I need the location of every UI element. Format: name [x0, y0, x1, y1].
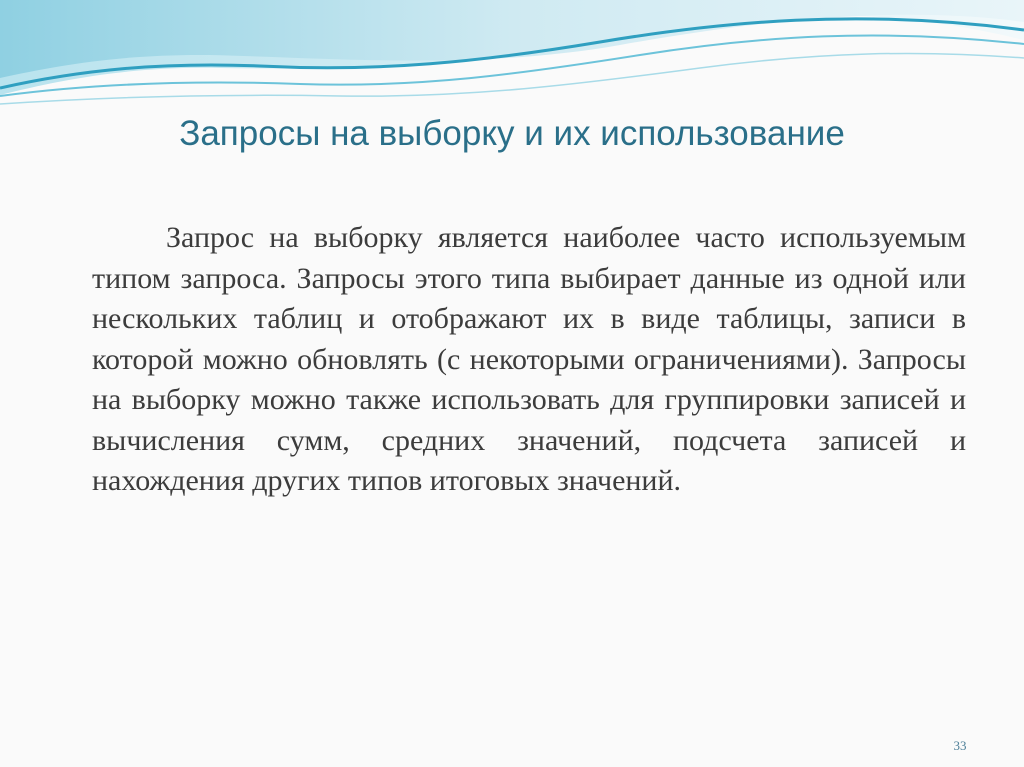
slide-title: Запросы на выборку и их использование: [179, 114, 845, 153]
slide-body-text: Запрос на выборку является наиболее часто используемым типом запроса. Запросы этого типа выбирает данные из одной или нескольких таблиц и отображают их в виде таблицы, записи в которой можно обновлять (с некоторыми ограничениями). Запросы на выборку можно также использовать для группировки записей и вычисления сумм, средних значений, подсчета записей и нахождения других типов итоговых значений.: [92, 221, 966, 497]
wave-header-decoration: [0, 0, 1024, 110]
slide-number: 33: [953, 738, 967, 753]
